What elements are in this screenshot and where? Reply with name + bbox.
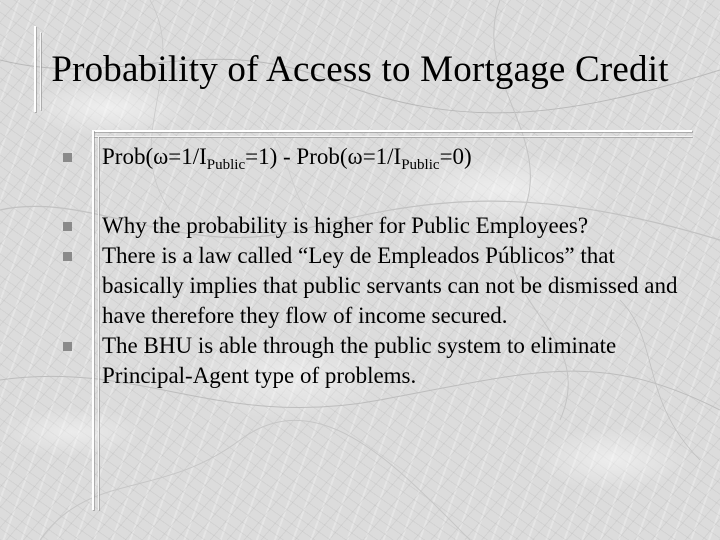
formula-subscript: Public — [206, 157, 246, 173]
body-frame-top-line — [92, 130, 692, 132]
bullet-text: The BHU is able through the public system to eliminate Principal-Agent type of problems. — [102, 333, 617, 388]
square-bullet-icon — [63, 252, 72, 261]
square-bullet-icon — [63, 342, 72, 351]
square-bullet-icon — [63, 153, 72, 162]
omega-symbol: ω — [153, 144, 169, 169]
bullet-item — [60, 331, 700, 391]
bullet-item — [60, 211, 700, 241]
slide-title: Probability of Access to Mortgage Credit — [51, 49, 669, 90]
bullet-item-formula — [60, 142, 700, 172]
bullet-text: Why the probability is higher for Public Employees? — [102, 213, 589, 238]
bullet-text: There is a law called “Ley de Empleados Públicos” that basically implies that public servants can not be dismissed and have therefore they flow of income secured. — [102, 243, 678, 328]
formula-subscript: Public — [401, 157, 440, 173]
bullet-item — [60, 241, 700, 331]
formula-part: Prob( — [102, 144, 154, 169]
square-bullet-icon — [63, 222, 72, 231]
body-frame-top-line-inner — [92, 136, 692, 137]
formula-part: =1) - Prob( — [245, 144, 348, 169]
formula-part: =0) — [439, 144, 472, 169]
probability-formula — [102, 144, 472, 173]
formula-part: =1/I — [168, 144, 207, 169]
formula-part: =1/I — [362, 144, 402, 169]
omega-symbol: ω — [347, 144, 363, 169]
bullet-list — [60, 142, 700, 391]
